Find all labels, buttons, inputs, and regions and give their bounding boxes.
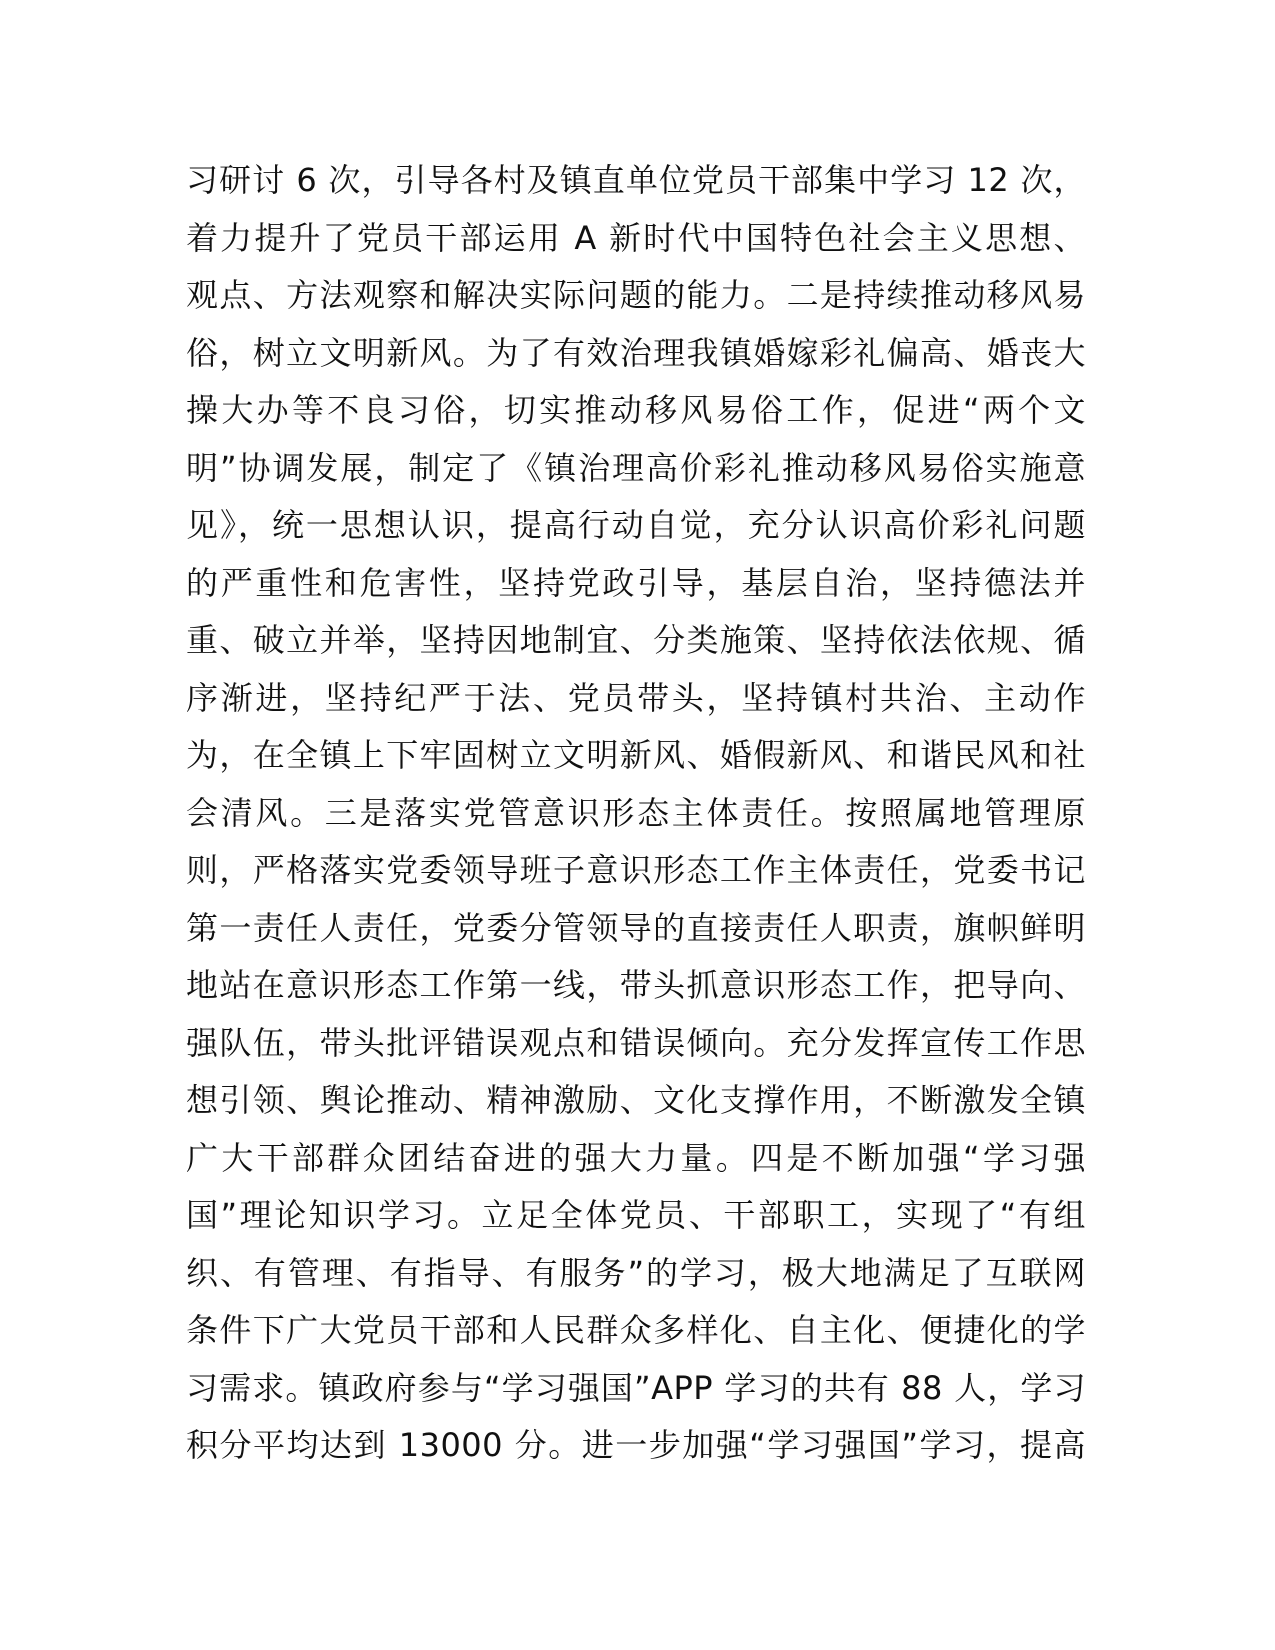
text-line: 积分平均达到 13000 分。进一步加强“学习强国”学习，提高: [186, 1426, 1086, 1464]
text-line: 着力提升了党员干部运用 A 新时代中国特色社会主义思想、: [186, 218, 1086, 257]
text-line: 织、有管理、有指导、有服务”的学习，极大地满足了互联网: [186, 1253, 1086, 1292]
text-line: 的严重性和危害性，坚持党政引导，基层自治，坚持德法并: [186, 563, 1086, 602]
text-line: 俗，树立文明新风。为了有效治理我镇婚嫁彩礼偏高、婚丧大: [186, 333, 1086, 372]
text-line: 则，严格落实党委领导班子意识形态工作主体责任，党委书记: [186, 851, 1086, 889]
text-line: 强队伍，带头批评错误观点和错误倾向。充分发挥宣传工作思: [186, 1023, 1086, 1062]
text-line: 国”理论知识学习。立足全体党员、干部职工，实现了“有组: [186, 1196, 1086, 1234]
text-line: 会清风。三是落实党管意识形态主体责任。按照属地管理原: [186, 793, 1086, 832]
text-line: 广大干部群众团结奋进的强大力量。四是不断加强“学习强: [186, 1138, 1086, 1177]
text-line: 地站在意识形态工作第一线，带头抓意识形态工作，把导向、: [186, 966, 1086, 1004]
text-line: 明”协调发展，制定了《镇治理高价彩礼推动移风易俗实施意: [186, 448, 1086, 487]
text-line: 想引领、舆论推动、精神激励、文化支撑作用，不断激发全镇: [186, 1081, 1086, 1119]
text-line: 为，在全镇上下牢固树立文明新风、婚假新风、和谐民风和社: [186, 736, 1086, 774]
text-line: 第一责任人责任，党委分管领导的直接责任人职责，旗帜鲜明: [186, 908, 1086, 947]
text-line: 习研讨 6 次，引导各村及镇直单位党员干部集中学习 12 次，: [186, 161, 1086, 199]
text-line: 观点、方法观察和解决实际问题的能力。二是持续推动移风易: [186, 276, 1086, 314]
text-line: 序渐进，坚持纪严于法、党员带头，坚持镇村共治、主动作: [186, 678, 1086, 717]
text-line: 条件下广大党员干部和人民群众多样化、自主化、便捷化的学: [186, 1311, 1086, 1349]
text-line: 习需求。镇政府参与“学习强国”APP 学习的共有 88 人，学习: [186, 1368, 1086, 1407]
text-line: 操大办等不良习俗，切实推动移风易俗工作，促进“两个文: [186, 391, 1086, 429]
body-text: [186, 152, 1086, 1475]
text-line: 见》，统一思想认识，提高行动自觉，充分认识高价彩礼问题: [186, 506, 1086, 544]
text-line: 重、破立并举，坚持因地制宜、分类施策、坚持依法依规、循: [186, 621, 1086, 659]
